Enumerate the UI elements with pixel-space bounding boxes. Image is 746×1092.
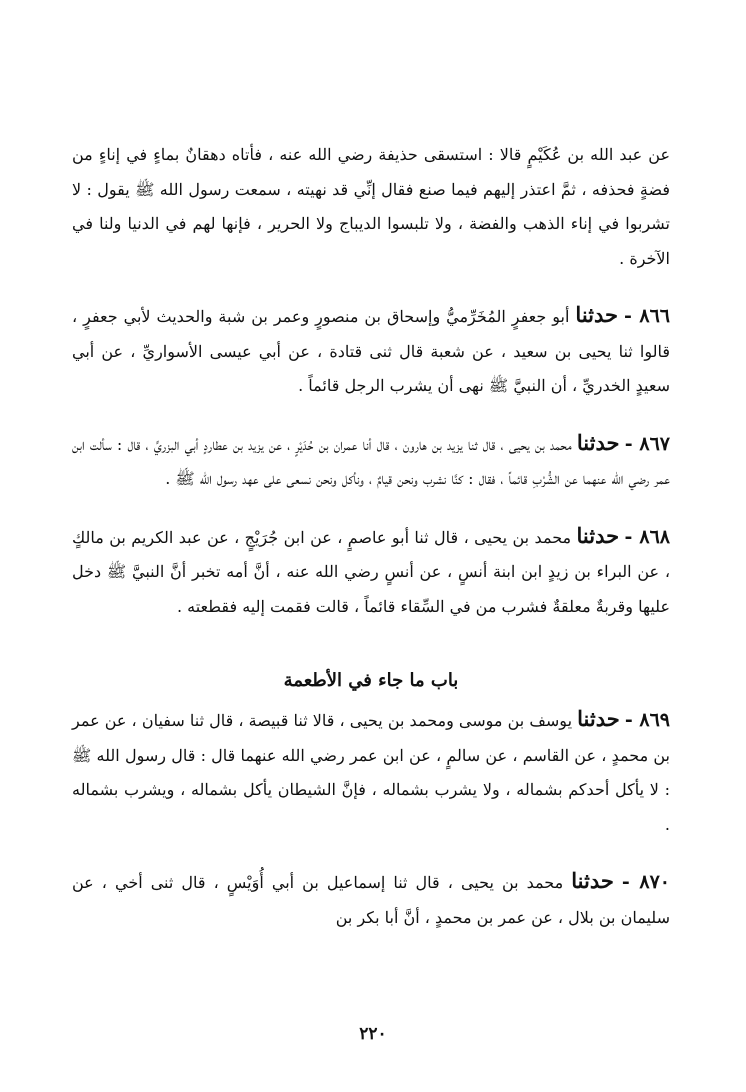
hadith-keyword: حدثنا — [577, 706, 620, 731]
page-number: ٢٢٠ — [359, 1024, 387, 1044]
hadith-paragraph — [72, 426, 670, 497]
hadith-paragraph — [72, 864, 670, 935]
hadith-number: ٨٦٩ - — [624, 709, 670, 731]
hadith-paragraph — [72, 138, 670, 276]
hadith-number: ٨٧٠ - — [621, 871, 671, 893]
hadith-paragraph — [72, 298, 670, 404]
hadith-number: ٨٦٧ - — [624, 432, 670, 455]
hadith-keyword: حدثنا — [571, 868, 614, 893]
hadith-keyword: حدثنا — [576, 429, 620, 455]
chapter-title: باب ما جاء في الأطعمة — [283, 670, 459, 691]
hadith-keyword: حدثنا — [576, 522, 620, 548]
paragraph-text: محمد بن يحيى ، قال ثنا أبو عاصمٍ ، عن ابن جُرَيْجٍ ، عن عبد الكريم بن مالكٍ ، عن البراء بن زيدٍ ابن ابنة أنسٍ ، عن أنسٍ رضي الله عنه ، أنَّ أمه تخبر أنَّ النبيَّ ﷺ دخل عليها وقربةٌ معلقةٌ فشرب من في السِّقاء قائماً ، قالت فقمت إليه فقطعته . — [72, 527, 670, 616]
hadith-paragraph — [72, 519, 670, 625]
hadith-paragraph — [72, 702, 670, 842]
paragraph-text: أبو جعفرٍ المُخَرِّميُّ وإسحاق بن منصورٍ وعمر بن شبة والحديث لأبي جعفرٍ ، قالوا ثنا يحيى بن سعيد ، عن شعبة قال ثنى قتادة ، عن أبي عيسى الأسواريِّ ، عن أبي سعيدٍ الخدريِّ ، أن النبيَّ ﷺ نهى أن يشرب الرجل قائماً . — [72, 307, 670, 395]
hadith-keyword: حدثنا — [575, 302, 619, 327]
paragraph-text: يوسف بن موسى ومحمد بن يحيى ، قالا ثنا قبيصة ، قال ثنا سفيان ، عن عمر بن محمدٍ ، عن القاسم ، عن سالمٍ ، عن ابن عمر رضي الله عنهما قال : قال رسول الله ﷺ : لا يأكل أحدكم بشماله ، ولا يشرب بشماله ، فإنَّ الشيطان يأكل بشماله ، ويشرب بشماله . — [72, 711, 670, 834]
paragraph-text: عن عبد الله بن عُكَيْمٍ قالا : استسقى حذيفة رضي الله عنه ، فأتاه دهقانٌ بماءٍ في إناءٍ من فضةٍ فحذفه ، ثمَّ اعتذر إليهم فيما صنع فقال إنِّي قد نهيته ، سمعت رسول الله ﷺ يقول : لا تشربوا في إناء الذهب والفضة ، ولا تلبسوا الديباج ولا الحرير ، فإنها لهم في الدنيا ولنا في الآخرة . — [72, 145, 671, 268]
paragraph-text: محمد بن يحيى ، قال ثنا إسماعيل بن أبي أُوَيْسٍ ، قال ثنى أخي ، عن سليمان بن بلال ، عن عمر بن محمدٍ ، أنَّ أبا بكر بن — [72, 873, 670, 927]
hadith-number: ٨٦٦ - — [624, 305, 671, 327]
paragraph-text: محمد بن يحيى ، قال ثنا يزيد بن هارون ، قال أنا عمران بن حُدَيْرٍ ، عن يزيد بن عطاردٍ أبي البزريِّ ، قال : سألت ابن عمر رضي الله عنهما عن الشُّرْبِ قائماً ، فقال : كنَّا نشرب ونحن قيامٌ ، ونأكل ونحن نسعى على عهد رسول الله ﷺ . — [72, 434, 670, 488]
hadith-number: ٨٦٨ - — [624, 525, 670, 548]
